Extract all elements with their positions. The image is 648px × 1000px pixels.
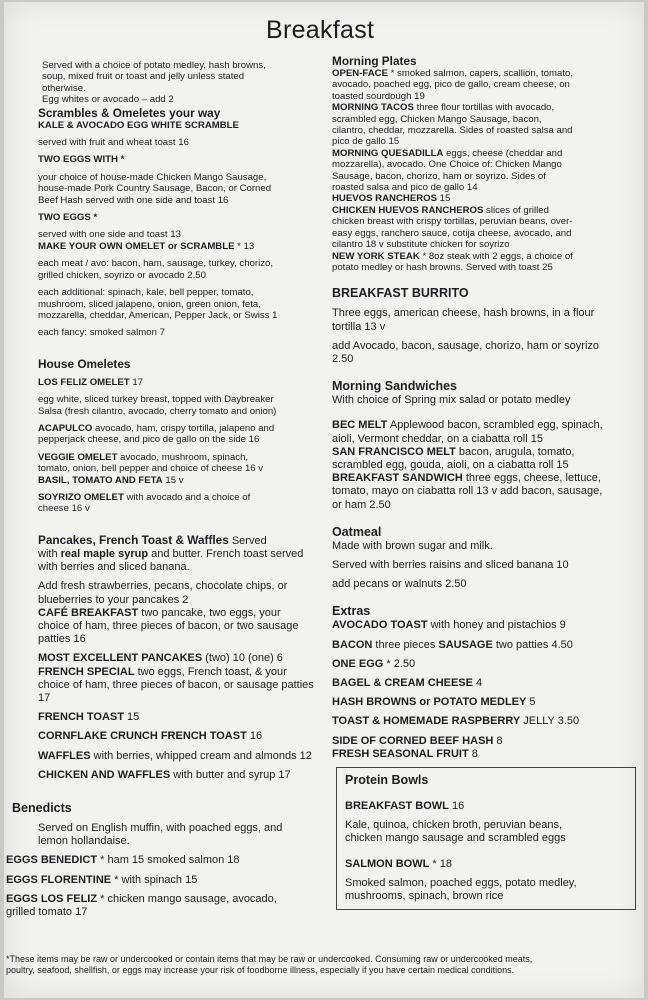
- eggs-los-feliz-line: [6, 893, 334, 906]
- sf-melt-desc: bacon, arugula, tomato,: [455, 445, 575, 458]
- breakfast-sandwich-desc: tomato, mayo on ciabatta roll 13 v add bacon, sausage,: [332, 485, 603, 498]
- intro-line: Egg whites or avocado – add 2: [42, 94, 174, 106]
- pancakes-intro-with: with: [38, 547, 61, 560]
- bec-melt-desc: Applewood bacon, scrambled egg, spinach,: [387, 419, 603, 432]
- breakfast-bowl-desc: Kale, quinoa, chicken broth, peruvian beans,: [345, 819, 563, 832]
- soyrizo-desc: cheese 16 v: [38, 503, 90, 515]
- cafe-breakfast-line: [38, 607, 334, 620]
- quesadilla-desc: roasted salsa and pico de gallo 14: [332, 182, 478, 194]
- sandwiches-heading: Morning Sandwiches: [332, 379, 458, 394]
- french-special-title: FRENCH SPECIAL: [38, 665, 135, 678]
- pancakes-intro: [38, 548, 334, 561]
- pancakes-heading-tail: Served: [228, 534, 267, 547]
- chicken-rancheros-desc: chicken breast with crispy tortillas, peruvian beans, over-: [332, 216, 573, 228]
- los-feliz-omelet-title: LOS FELIZ OMELET: [38, 376, 130, 388]
- avocado-toast-desc: with honey and pistachios 9: [427, 619, 566, 632]
- cornflake-title: CORNFLAKE CRUNCH FRENCH TOAST: [38, 730, 247, 743]
- one-egg-desc: * 2.50: [383, 657, 416, 670]
- quesadilla-desc: eggs, cheese (cheddar and: [443, 147, 563, 159]
- eggs-los-feliz-title: EGGS LOS FELIZ: [6, 892, 98, 905]
- protein-bowls-heading: Protein Bowls: [345, 772, 429, 787]
- two-eggs-with-desc: Beef Hash served with one side and toast 16: [38, 194, 229, 206]
- salmon-bowl-desc: mushrooms, spinach, brown rice: [345, 890, 504, 902]
- chicken-waffles-title: CHICKEN AND WAFFLES: [38, 768, 171, 781]
- most-excellent-price: (two) 10 (one) 6: [202, 652, 283, 665]
- soyrizo-desc: with avocado and a choice of: [123, 491, 251, 503]
- oatmeal-heading: Oatmeal: [332, 524, 382, 539]
- veggie-omelet-title: VEGGIE OMELET: [38, 451, 118, 463]
- avocado-toast-title: AVOCADO TOAST: [332, 619, 428, 632]
- breakfast-sandwich-line: [332, 472, 636, 485]
- toast-jelly-line: [332, 715, 636, 728]
- sandwiches-intro: With choice of Spring mix salad or potato medley: [332, 394, 571, 407]
- burrito-desc: add Avocado, bacon, sausage, chorizo, ham or soyrizo: [332, 339, 600, 352]
- hash-browns-line: [332, 696, 636, 709]
- pancakes-intro-bold: real maple syrup: [60, 547, 149, 560]
- huevos-rancheros-price: 15: [437, 193, 451, 205]
- make-your-own-price: * 13: [234, 240, 255, 252]
- breakfast-sandwich-desc: three eggs, cheese, lettuce,: [462, 472, 601, 485]
- hash-browns-title: HASH BROWNS or POTATO MEDLEY: [332, 696, 527, 709]
- cafe-breakfast-title: CAFÉ BREAKFAST: [38, 606, 139, 619]
- morning-tacos-desc: scrambled egg, Chicken Mango Sausage, bacon,: [332, 113, 542, 125]
- bacon-desc: three pieces: [372, 638, 439, 651]
- burrito-desc: 2.50: [332, 352, 354, 365]
- house-omeletes-heading: House Omeletes: [38, 356, 131, 371]
- eggs-florentine-desc: * with spinach 15: [111, 873, 198, 886]
- two-eggs-with-desc: your choice of house-made Chicken Mango Sausage,: [38, 171, 267, 183]
- huevos-rancheros-title: HUEVOS RANCHEROS: [332, 193, 438, 205]
- intro-line: Served with a choice of potato medley, hash browns,: [42, 60, 266, 71]
- french-toast-price: 15: [123, 711, 140, 724]
- extras-heading: Extras: [332, 604, 371, 619]
- eggs-benedict-line: [6, 854, 334, 867]
- quesadilla-desc: Sausage, bacon, chorizo, ham or soyrizo. Sides of: [332, 170, 546, 182]
- morning-tacos-desc: cilantro, cheddar, mozzarella. Sides of roasted salsa and: [332, 125, 573, 137]
- right-column: [332, 54, 636, 910]
- most-excellent-title: MOST EXCELLENT PANCAKES: [38, 652, 203, 665]
- bagel-price: 4: [472, 676, 483, 689]
- intro-line: otherwise.: [42, 82, 86, 94]
- chicken-rancheros-desc: easy eggs, ranchero sauce, cotija cheese, avocado, and: [332, 227, 572, 239]
- bec-melt-title: BEC MELT: [332, 419, 388, 432]
- ny-steak-line: [332, 251, 636, 262]
- oatmeal-desc: Made with brown sugar and milk.: [332, 539, 493, 552]
- morning-tacos-desc: three flour tortillas with avocado,: [413, 102, 555, 114]
- sausage-desc: two patties 4.50: [492, 638, 573, 651]
- salmon-bowl-line: [345, 858, 627, 871]
- corned-beef-price: 8: [493, 734, 503, 747]
- eggs-los-feliz-desc: grilled tomato 17: [6, 906, 88, 919]
- breakfast-sandwich-desc: or ham 2.50: [332, 498, 391, 511]
- eggs-benedict-desc: * ham 15 smoked salmon 18: [97, 854, 240, 867]
- eggs-florentine-line: [6, 874, 334, 887]
- quesadilla-title: MORNING QUESADILLA: [332, 147, 444, 159]
- acapulco-line: [38, 423, 334, 434]
- left-column: [6, 60, 334, 919]
- sausage-title: SAUSAGE: [438, 638, 493, 651]
- soyrizo-line: [38, 492, 334, 503]
- bagel-line: [332, 677, 636, 690]
- sf-melt-line: [332, 446, 636, 459]
- additional-options: mushroom, sliced jalapeno, onion, green onion, feta,: [38, 298, 261, 310]
- morning-plates-heading: Morning Plates: [332, 54, 417, 68]
- breakfast-bowl-line: [345, 800, 627, 813]
- chicken-waffles-line: [38, 769, 334, 782]
- los-feliz-omelet-desc: Salsa (fresh cilantro, avocado, cherry tomato and onion): [38, 405, 277, 417]
- corned-beef-title: SIDE OF CORNED BEEF HASH: [332, 734, 494, 747]
- quesadilla-line: [332, 148, 636, 159]
- eggs-florentine-title: EGGS FLORENTINE: [6, 873, 112, 886]
- menu-title: Breakfast: [266, 16, 375, 44]
- eggs-benedict-title: EGGS BENEDICT: [6, 854, 98, 867]
- morning-tacos-desc: pico de gallo 15: [332, 136, 400, 148]
- veggie-omelet-desc: avocado, mushroom, spinach,: [117, 451, 249, 463]
- breakfast-bowl-title: BREAKFAST BOWL: [345, 799, 449, 812]
- two-eggs-with-title: TWO EGGS WITH *: [38, 154, 125, 166]
- kale-scramble-desc: served with fruit and wheat toast 16: [38, 137, 189, 149]
- add-fresh-text: blueberries to your pancakes 2: [38, 593, 189, 606]
- french-toast-line: [38, 711, 334, 724]
- burrito-heading: BREAKFAST BURRITO: [332, 286, 469, 301]
- basil-title: BASIL, TOMATO AND FETA: [38, 474, 163, 486]
- cafe-breakfast-desc: choice of ham, three pieces of bacon, or two sausage: [38, 620, 299, 632]
- veggie-omelet-desc: tomato, onion, bell pepper and choice of cheese 16 v: [38, 463, 264, 475]
- breakfast-bowl-price: 16: [448, 799, 465, 812]
- waffles-title: WAFFLES: [38, 749, 91, 762]
- salmon-bowl-title: SALMON BOWL: [345, 857, 430, 870]
- burrito-desc: tortilla 13 v: [332, 320, 386, 333]
- chicken-rancheros-line: [332, 205, 636, 216]
- scrambles-heading: Scrambles & Omeletes your way: [38, 105, 221, 120]
- soyrizo-title: SOYRIZO OMELET: [38, 491, 124, 503]
- fancy-options: each fancy: smoked salmon 7: [38, 327, 165, 339]
- los-feliz-omelet-price: 17: [129, 376, 144, 388]
- additional-options: each additional: spinach, kale, bell pepper, tomato,: [38, 287, 254, 299]
- open-face-desc: avocado, poached egg, pico de gallo, cream cheese, on: [332, 79, 570, 91]
- salmon-bowl-price: * 18: [429, 857, 452, 870]
- quesadilla-desc: mozzarella), avocado. One Choice of: Chicken Mango: [332, 159, 562, 171]
- footnote-line: poultry, seafood, shellfish, or eggs may increase your risk of foodborne illness, especially if you have certain medical conditions.: [6, 965, 515, 975]
- avocado-toast-line: [332, 619, 636, 632]
- pancakes-heading: Pancakes, French Toast & Waffles: [38, 532, 229, 547]
- one-egg-line: [332, 658, 636, 671]
- chicken-rancheros-desc: slices of grilled: [483, 204, 549, 216]
- corned-beef-line: [332, 735, 636, 748]
- benedicts-heading: Benedicts: [12, 801, 72, 816]
- menu-paper: [4, 2, 644, 998]
- protein-bowls-box: [336, 767, 636, 910]
- two-eggs-with-desc: house-made Pork Country Sausage, Bacon, or Corned: [38, 183, 272, 195]
- veggie-omelet-line: [38, 452, 334, 463]
- toast-jelly-desc: JELLY 3.50: [520, 715, 580, 728]
- make-your-own-line: [38, 241, 334, 252]
- intro-text: [38, 60, 334, 106]
- footnote-line: *These items may be raw or undercooked or contain items that may be raw or undercooked. Consuming raw or undercooked meats,: [6, 954, 533, 964]
- meat-options: each meat / avo: bacon, ham, sausage, turkey, chorizo,: [38, 258, 273, 270]
- chicken-waffles-desc: with butter and syrup 17: [170, 768, 291, 781]
- bacon-sausage-line: [332, 639, 636, 652]
- pancakes-heading-line: [38, 533, 334, 548]
- hash-browns-price: 5: [526, 696, 536, 709]
- bec-melt-desc: aioli, Vermont cheddar, on a ciabatta roll 15: [332, 432, 543, 445]
- open-face-title: OPEN-FACE: [332, 68, 388, 79]
- seasonal-fruit-line: [332, 748, 636, 761]
- pancakes-intro-rest: and butter. French toast served: [148, 547, 304, 560]
- bagel-title: BAGEL & CREAM CHEESE: [332, 676, 473, 689]
- open-face-line: [332, 68, 636, 79]
- french-special-desc: two eggs, French toast, & your: [134, 665, 287, 678]
- make-your-own-title: MAKE YOUR OWN OMELET or SCRAMBLE: [38, 240, 235, 252]
- waffles-line: [38, 750, 334, 763]
- footnote: [4, 954, 644, 976]
- acapulco-desc: pepperjack cheese, and pico de gallo on the side 16: [38, 434, 260, 446]
- ny-steak-title: NEW YORK STEAK: [332, 250, 420, 262]
- intro-line: soup, mixed fruit or toast and jelly unless stated: [42, 71, 245, 83]
- los-feliz-omelet-desc: egg white, sliced turkey breast, topped with Daybreaker: [38, 394, 274, 406]
- salmon-bowl-desc: Smoked salmon, poached eggs, potato medley,: [345, 876, 577, 889]
- waffles-desc: with berries, whipped cream and almonds 12: [90, 749, 312, 762]
- cafe-breakfast-desc: patties 16: [38, 633, 86, 646]
- meat-options: grilled chicken, soyrizo or avocado 2.50: [38, 269, 206, 281]
- pancakes-intro-line2: with berries and sliced banana.: [38, 561, 190, 574]
- sf-melt-desc: scrambled egg, gouda, aioli, on a ciabatta roll 15: [332, 458, 569, 471]
- cafe-breakfast-desc: two pancake, two eggs, your: [138, 606, 281, 619]
- ny-steak-desc: * 8oz steak with 2 eggs, a choice of: [419, 250, 573, 262]
- oatmeal-desc: add pecans or walnuts 2.50: [332, 578, 467, 591]
- acapulco-desc: avocado, ham, crispy tortilla, jalapeno and: [92, 422, 275, 434]
- toast-jelly-title: TOAST & HOMEMADE RASPBERRY: [332, 715, 521, 728]
- two-eggs-desc: served with one side and toast 13: [38, 229, 181, 241]
- morning-tacos-title: MORNING TACOS: [332, 102, 414, 114]
- cornflake-line: [38, 730, 334, 743]
- ny-steak-desc: potato medley or hash browns. Served with toast 25: [332, 261, 553, 273]
- basil-price: 15 v: [162, 474, 184, 486]
- seasonal-fruit-title: FRESH SEASONAL FRUIT: [332, 747, 469, 760]
- add-fresh-text: Add fresh strawberries, pecans, chocolate chips, or: [38, 580, 288, 593]
- chicken-rancheros-desc: cilantro 18 v substitute chicken for soyrizo: [332, 239, 510, 251]
- breakfast-bowl-desc: chicken mango sausage and scrambled eggs: [345, 832, 566, 845]
- los-feliz-omelet-line: [38, 377, 334, 388]
- oatmeal-desc: Served with berries raisins and sliced banana 10: [332, 558, 569, 571]
- basil-line: [38, 475, 334, 486]
- benedicts-intro: Served on English muffin, with poached eggs, and: [38, 822, 283, 835]
- benedicts-intro: lemon hollandaise.: [38, 835, 130, 848]
- two-eggs-title: TWO EGGS *: [38, 212, 98, 224]
- most-excellent-line: [38, 652, 334, 665]
- french-toast-title: FRENCH TOAST: [38, 711, 124, 724]
- huevos-rancheros-line: [332, 193, 636, 204]
- kale-scramble-title: KALE & AVOCADO EGG WHITE SCRAMBLE: [38, 119, 239, 131]
- acapulco-title: ACAPULCO: [38, 422, 93, 434]
- open-face-desc: * smoked salmon, capers, scallion, tomato,: [387, 68, 574, 79]
- eggs-los-feliz-desc: * chicken mango sausage, avocado,: [97, 892, 277, 905]
- breakfast-sandwich-title: BREAKFAST SANDWICH: [332, 472, 463, 485]
- burrito-desc: Three eggs, american cheese, hash browns, in a flour: [332, 307, 595, 320]
- seasonal-fruit-price: 8: [468, 747, 478, 760]
- bec-melt-line: [332, 419, 636, 432]
- cornflake-price: 16: [246, 730, 263, 743]
- additional-options: mozzarella, cheddar, American, Pepper Jack, or Swiss 1: [38, 309, 278, 321]
- french-special-desc: choice of ham, three pieces of bacon, or sausage patties: [38, 678, 314, 691]
- morning-tacos-line: [332, 102, 636, 113]
- chicken-rancheros-title: CHICKEN HUEVOS RANCHEROS: [332, 204, 484, 216]
- french-special-desc: 17: [38, 692, 51, 705]
- open-face-desc: toasted sourdough 19: [332, 90, 425, 102]
- one-egg-title: ONE EGG: [332, 657, 384, 670]
- bacon-title: BACON: [332, 638, 373, 651]
- french-special-line: [38, 666, 334, 679]
- sf-melt-title: SAN FRANCISCO MELT: [332, 445, 456, 458]
